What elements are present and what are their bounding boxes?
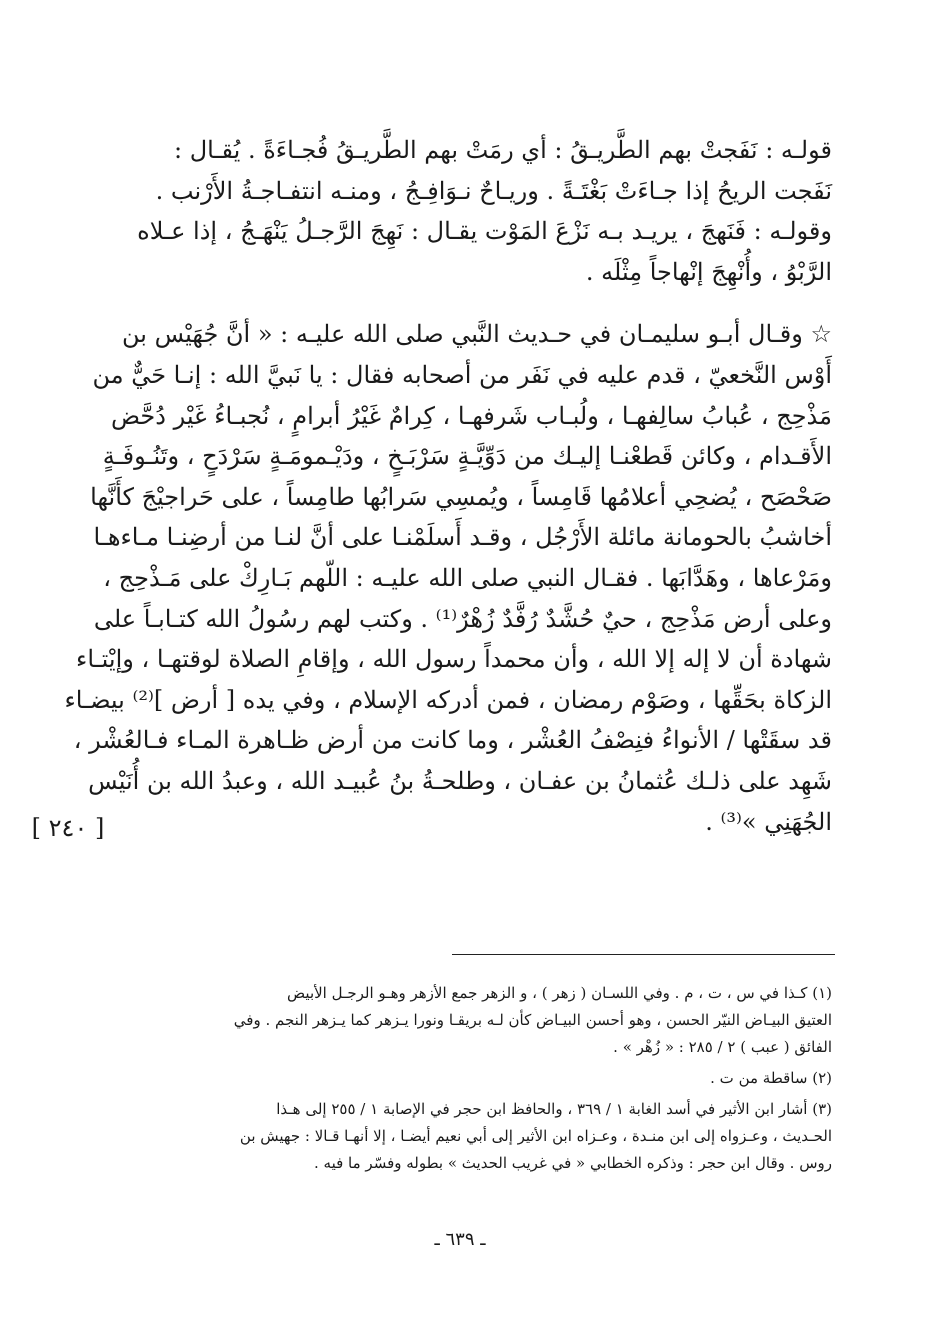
footnote-line: (٣) أشار ابن الأثير في أسد الغابة ١ / ٣٦٩ ، والحافظ ابن حجر في الإصابة ١ / ٢٥٥ إلى هـذا <box>276 1100 832 1118</box>
footnotes <box>118 980 832 1177</box>
footnote-line: روس . وقال ابن حجر : وذكره الخطابي « في غريب الحديث » بطوله وفسّر ما فيه . <box>314 1154 832 1172</box>
footnote-3 <box>118 1096 832 1177</box>
text-line: شهادة أن لا إله إلا الله ، وأن محمداً رسول الله ، وإقامِ الصلاة لوقتهـا ، وإيْتـاء <box>76 645 832 674</box>
margin-page-reference: [ ٢٤٠ ] <box>31 814 105 842</box>
text-line: أَوْس النَّخعيّ ، قدم عليه في نَفَر من أصحابه فقال : يا نَبيَّ الله : إنـا حَيٌّ من <box>92 360 832 389</box>
text-line: قولـه : نَفَجتْ بهم الطَّريـقُ : أي رمَتْ بهم الطَّريـقُ فُجـاءَةً . يُقـال : <box>174 136 832 164</box>
text-line: شَهِد على ذلـك عُثمانُ بن عفـان ، وطلحـةُ بنُ عُبيـد الله ، وعبدُ الله بن أُنَيْس <box>88 766 832 795</box>
text-line: وعلى أرض مَذْحِج ، حيٌ حُشَّدٌ رُفَّدٌ زُهْرٌ⁽¹⁾ . وكتب لهم رسُولُ الله كتـابـاً على <box>93 604 832 633</box>
text-line: ☆ وقـال أبـو سليمـان في حـديث النَّبي صلى الله عليـه : « أنَّ جُهَيْس بن <box>121 320 832 349</box>
text-line: الزكاة بحَقِّها ، وصَوْم رمضان ، فمن أدركه الإسلام ، وفي يده [ أرض ]⁽²⁾ بيضـاء <box>64 685 832 714</box>
footnote-line: الفائق ( عبب ) ٢ / ٢٨٥ : « زُهْر » . <box>613 1038 832 1056</box>
footnote-2 <box>118 1065 832 1092</box>
text-line: الجُهَنِي »⁽³⁾ . <box>705 807 832 836</box>
text-line: أخاشبُ بالحومانة مائلة الأَرْجُل ، وقـد أَسلَمْنـا على أنَّ لنـا من أرضِنـا مـاءهـا <box>93 523 832 552</box>
text-line: ومَرْعاها ، وهَدَّابَها . فقـال النبي صلى الله عليـه : اللّهم بَـارِكْ على مَـذْحِج ، <box>103 563 832 592</box>
text-line: مَذْحِج ، عُبابُ سالِفهـا ، ولُبـاب شَرفهـا ، كِرامٌ غَيْرُ أبرامٍ ، نُجبـاءُ غَيْر دُحَّض <box>111 401 832 430</box>
text-line: الأَقـدام ، وكائن قَطعْنـا إليـك من دَوِّيَّـةٍ سَرْبَـخٍ ، ودَيْـمومَـةٍ سَرْدَحٍ ، وتَنُـوفَـةٍ <box>102 442 832 471</box>
page-number: ـ ٦٣٩ ـ <box>434 1229 486 1250</box>
text-line: قد سقَتْها / الأنواءُ فنِصْفُ العُشْر ، وما كانت من أرض ظـاهرة المـاء فـالعُشْر ، <box>73 726 832 755</box>
footnote-line: العتيق البيـاض النيّر الحسن ، وهو أحسن البيـاض كأن لـه بريقـا ونورا يـزهر كما يـزهر النجم . وفي <box>233 1011 832 1029</box>
text-line: نَفَجت الريحُ إذا جـاءَتْ بَغْتَـةً . وريـاحٌ نـوَافِـجُ ، ومنـه انتفـاجـةُ الأَرْنب . <box>155 176 832 205</box>
footnote-divider <box>452 954 835 955</box>
footnote-line: (١) كـذا في س ، ت ، م . وفي اللسـان ( زهر ) ، و الزهر جمع الأزهر وهـو الرجـل الأبيض <box>287 984 832 1002</box>
footnote-line: الحـديث ، وعـزواه إلى ابن منـدة ، وعـزاه ابن الأثير إلى أبي نعيم أيضـا ، إلا أنهـا قـالا : جهيش بن <box>239 1127 832 1145</box>
paragraph-1 <box>118 130 832 292</box>
footnote-line: (٢) ساقطة من ت . <box>710 1069 832 1087</box>
footnote-1 <box>118 980 832 1061</box>
text-line: الرَّبْوُ ، وأُنْهِجَ إنْهاجاً مِثْلَه . <box>585 257 832 286</box>
text-line: صَحْصَح ، يُضحِي أعلامُها قَامِساً ، ويُمسِي سَرابُها طامِساً ، على حَراجيْجَ كأَنَّها <box>90 482 832 511</box>
text-line: وقولـه : فَنَهجَ ، يريـد بـه نَزْعَ المَوْت يقـال : نَهِجَ الرَّجـلُ يَنْهَـجُ ، إذا عـلاه <box>137 217 832 246</box>
